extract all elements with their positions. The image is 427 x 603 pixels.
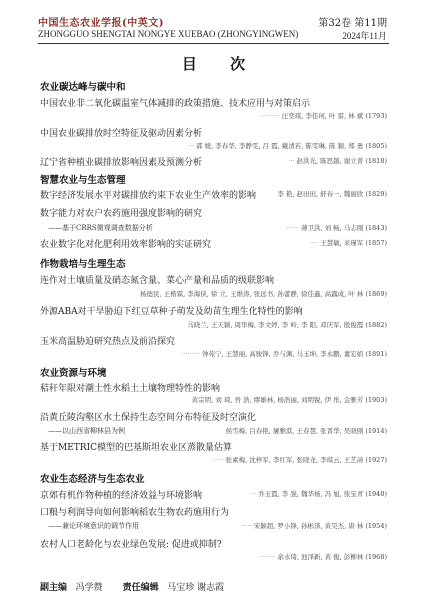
article-meta: ····· 宋颖超, 罗小锋, 孙彬泽, 黄昊杰, 唐 林 (1954)	[241, 522, 387, 530]
article-subtitle: ——以山西省柳林县为例	[48, 427, 125, 435]
article-meta: ····· 张素梅, 沈梓军, 李红军, 张晓龙, 李琪云, 王艺菡 (1927)	[213, 456, 387, 464]
section-heading: 农业碳达峰与碳中和	[40, 82, 126, 93]
article-authors: 郭 媛, 李春华, 李静雯, 吕 霞, 戴清若, 陈雯琳, 陈 颖, 郑 勇	[196, 142, 364, 150]
article-page: (1805)	[365, 142, 387, 150]
article-page: (1914)	[365, 427, 387, 435]
article-meta	[187, 320, 387, 329]
article-authors: 宋颖超, 罗小锋, 孙彬泽, 黄昊杰, 唐 林	[253, 522, 364, 530]
article-meta: ······ 薄卫洪, 刘 畅, 马志刚 (1843)	[286, 224, 387, 232]
article-title[interactable]: 玉米高温胁迫研究热点及前沿探究	[40, 337, 176, 347]
section-heading: 作物栽培与生理生态	[40, 259, 126, 270]
article-meta	[226, 426, 387, 435]
article-page: (1818)	[365, 157, 387, 165]
article-meta: ······· 余水琦, 池泽新, 黄 俊, 彭柳林 (1968)	[260, 553, 387, 561]
article-authors: 赵洪光, 陈思越, 谢立菁	[296, 157, 364, 165]
article-page: (1793)	[365, 112, 387, 120]
journal-name-en: ZHONGGUO SHENGTAI NONGYE XUEBAO (ZHONGYINGWEN)	[38, 29, 299, 39]
section-heading: 农业生态经济与生态农业	[40, 474, 145, 485]
article-title[interactable]: 口粮与利润导向如何影响稻农生物农药施用行为	[40, 508, 230, 518]
article-meta: ········· 钟苑宁, 王慧丽, 高骏锋, 乔与渊, 马玉坤, 李永鹏, 董宏娟 (1891)	[181, 350, 387, 358]
article-authors: 钟苑宁, 王慧丽, 高骏锋, 乔与渊, 马玉坤, 李永鹏, 董宏娟	[202, 350, 364, 358]
article-authors: 李 艳, 赵田田, 舒春一, 魏丽欣	[277, 190, 364, 198]
volume-issue: 第32卷 第11期	[318, 18, 387, 29]
article-meta	[277, 189, 387, 198]
article-authors: 马晓兰, 王天颖, 周华梅, 李文婷, 李 岭, 李 阳, 邓庆军, 殷俊霞	[187, 321, 364, 329]
section-heading: 农业资源与环境	[40, 368, 107, 379]
responsible-editor-label: 责任编辑	[122, 583, 159, 593]
article-authors: 王慧敏, 来瑾军	[320, 239, 364, 247]
journal-name-cn: 中国生态农业学报(中英文)	[38, 18, 164, 29]
article-meta: ··· 乔玉霞, 李 强, 魏华杨, 冯 旭, 张宝青 (1940)	[249, 490, 387, 498]
article-authors: 侯雪梅, 吕春艳, 屠雅淇, 王春慧, 张晋华, 吴晓刚	[225, 427, 364, 435]
article-page: (1927)	[365, 456, 387, 464]
article-authors: 杨德民, 王楷霖, 李海侠, 徐 立, 王维涛, 张远书, 孙蕾静, 徐佳鑫, 高露成, 叶 林	[139, 290, 364, 298]
article-authors: 乔玉霞, 李 强, 魏华杨, 冯 旭, 张宝青	[258, 490, 364, 498]
article-meta	[140, 289, 387, 298]
article-page: (1954)	[365, 522, 387, 530]
article-page: (1940)	[365, 490, 387, 498]
article-authors: 黄宗明, 刘 琦, 吾 浩, 缪雄林, 杨浩丽, 刘明锐, 伊 彤, 金雅芳	[191, 396, 364, 404]
article-subtitle: ——兼论环境意识的调节作用	[48, 522, 139, 530]
article-title[interactable]: 外源ABA对干旱胁迫下红豆草种子萌发及幼苗生理生化特性的影响	[40, 307, 303, 317]
article-title[interactable]: 沿黄丘陵沟壑区水土保持生态空间分布特征及时空演化	[40, 413, 257, 423]
header-rule	[38, 43, 389, 44]
article-title[interactable]: 农村人口老龄化与农业绿色发展: 促进或抑制?	[40, 540, 222, 550]
article-page: (1869)	[365, 290, 387, 298]
article-page: (1829)	[365, 190, 387, 198]
article-page: (1882)	[365, 321, 387, 329]
article-page: (1843)	[365, 224, 387, 232]
article-page: (1903)	[365, 396, 387, 404]
article-title[interactable]: 中国农业非二氧化碳温室气体减排的政策措施、技术应用与对策启示	[40, 99, 311, 109]
article-title[interactable]: 基于METRIC模型的巴基斯坦农业区蒸散量估算	[40, 443, 233, 453]
editorial-credits	[40, 580, 224, 593]
article-title[interactable]: 中国农业碳排放时空特征及驱动因素分析	[40, 129, 203, 139]
article-meta	[192, 395, 387, 404]
article-meta: ··· 赵洪光, 陈思越, 谢立菁 (1818)	[288, 157, 387, 165]
article-authors: 余水琦, 池泽新, 黄 俊, 彭柳林	[277, 553, 364, 561]
issue-date: 2024年11月	[342, 31, 387, 41]
article-subtitle: ——基于CRRS微观调查数据分析	[48, 224, 153, 232]
page-title: 目 次	[181, 55, 260, 73]
article-title[interactable]: 数字经济发展水平对碳排放约束下农业生产效率的影响	[40, 191, 257, 201]
article-title[interactable]: 秸秆年限对潮土性水稻土土壤物理特性的影响	[40, 384, 221, 394]
article-title[interactable]: 辽宁省种植业碳排放影响因素及预测分析	[40, 158, 203, 168]
article-page: (1891)	[365, 350, 387, 358]
deputy-editor-label: 副主编	[40, 583, 68, 593]
article-authors: 薄卫洪, 刘 畅, 马志刚	[300, 224, 364, 232]
responsible-editor-names: 马宝珍 谢志霞	[167, 583, 225, 593]
article-title[interactable]: 连作对土壤质量及硝态氮含量、菜心产量和品质的级联影响	[40, 276, 275, 286]
article-page: (1968)	[365, 553, 387, 561]
article-meta: ········· 汪奕琪, 李佳珂, 叶 雷, 林 斌 (1793)	[261, 112, 387, 120]
article-meta: ···· 王慧敏, 来瑾军 (1857)	[309, 239, 387, 247]
article-page: (1857)	[365, 239, 387, 247]
article-meta: ··· 郭 媛, 李春华, 李静雯, 吕 霞, 戴清若, 陈雯琳, 陈 颖, 郑 勇 (1805)	[187, 142, 387, 150]
section-heading: 智慧农业与生态管理	[40, 175, 126, 186]
article-title[interactable]: 农业数字化对化肥利用效率影响的实证研究	[40, 240, 212, 250]
article-title[interactable]: 数字能力对农户农药施用强度影响的研究	[40, 209, 203, 219]
article-title[interactable]: 京郊有机作物种植的经济效益与环境影响	[40, 491, 203, 501]
article-authors: 张素梅, 沈梓军, 李红军, 张晓龙, 李琪云, 王艺菡	[225, 456, 364, 464]
article-authors: 汪奕琪, 李佳珂, 叶 雷, 林 斌	[281, 112, 364, 120]
deputy-editor-name: 冯学赞	[75, 583, 103, 593]
